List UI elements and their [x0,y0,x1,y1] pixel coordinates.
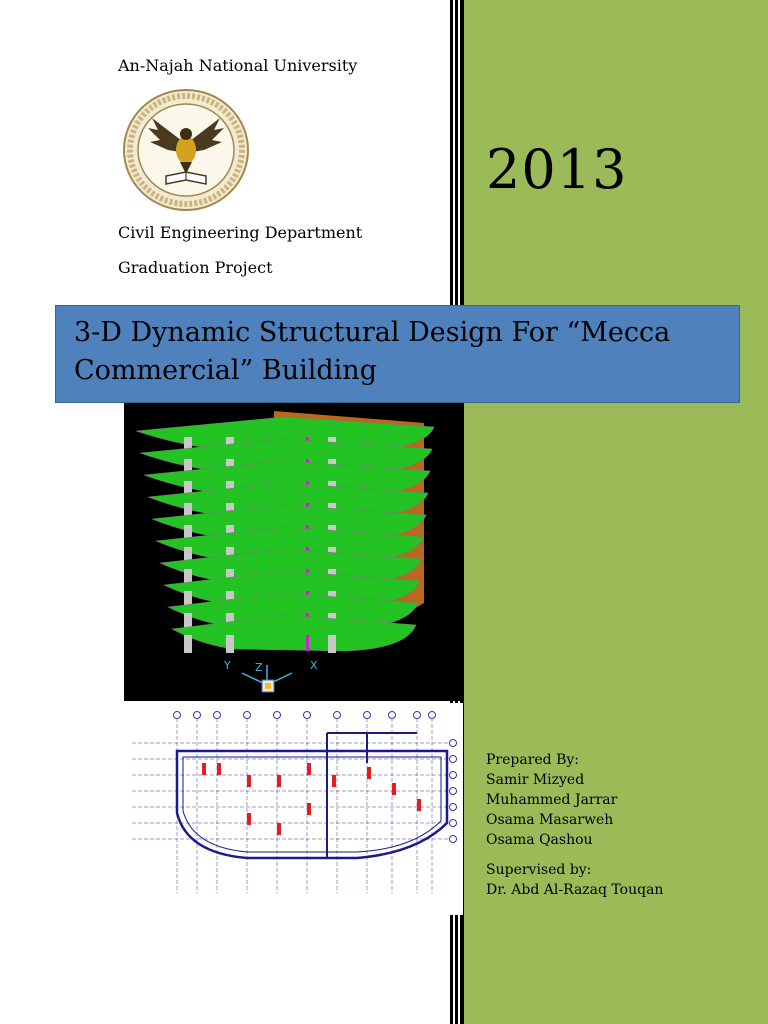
credits-block [486,750,663,900]
structural-3d-model-image [124,403,461,701]
shear-wall-mark [392,783,396,795]
grid-bubble [194,712,201,719]
grid-bubble [414,712,421,719]
shear-wall-mark [247,775,251,787]
brace [306,635,309,651]
project-type: Graduation Project [118,258,273,277]
university-name: An-Najah National University [118,56,358,75]
shear-wall-mark [247,813,251,825]
student-name: Samir Mizyed [486,772,585,788]
shear-wall-mark [332,775,336,787]
shear-wall-mark [417,799,421,811]
grid-bubble [274,712,281,719]
grid-bubble [214,712,221,719]
column [328,635,336,653]
axis-y-label: Y [224,659,231,672]
grid-bubble [450,740,457,747]
supervised-by-label: Supervised by: [486,862,592,878]
grid-bubble [334,712,341,719]
grid-bubble [450,756,457,763]
axis-z-label: Z [255,661,263,674]
student-name: Muhammed Jarrar [486,792,618,808]
supervisor-name: Dr. Abd Al-Razaq Touqan [486,882,664,898]
shear-wall-mark [277,775,281,787]
grid-bubble [174,712,181,719]
student-name: Osama Qashou [486,832,593,848]
department-name: Civil Engineering Department [118,223,363,242]
shear-wall-mark [307,763,311,775]
grid-bubble [389,712,396,719]
project-year: 2013 [486,138,628,201]
title-banner [55,305,740,403]
axis-x-label: X [310,659,318,672]
column [184,635,192,653]
shear-wall-mark [367,767,371,779]
grid-bubble [450,820,457,827]
floor-plan-drawing [117,703,463,915]
student-name: Osama Masarweh [486,812,614,828]
grid-bubble [450,836,457,843]
column [226,635,234,653]
shear-wall-mark [217,763,221,775]
grid-bubble [429,712,436,719]
grid-bubble [450,788,457,795]
grid-bubble [244,712,251,719]
grid-bubble [450,772,457,779]
shear-wall-mark [277,823,281,835]
prepared-by-label: Prepared By: [486,752,580,768]
shear-wall-mark [202,763,206,775]
grid-bubble [364,712,371,719]
grid-bubble [304,712,311,719]
shear-wall-mark [307,803,311,815]
grid-bubble [450,804,457,811]
project-title: 3-D Dynamic Structural Design For “Mecca Commercial” Building [74,317,671,386]
university-seal-logo [122,88,250,212]
